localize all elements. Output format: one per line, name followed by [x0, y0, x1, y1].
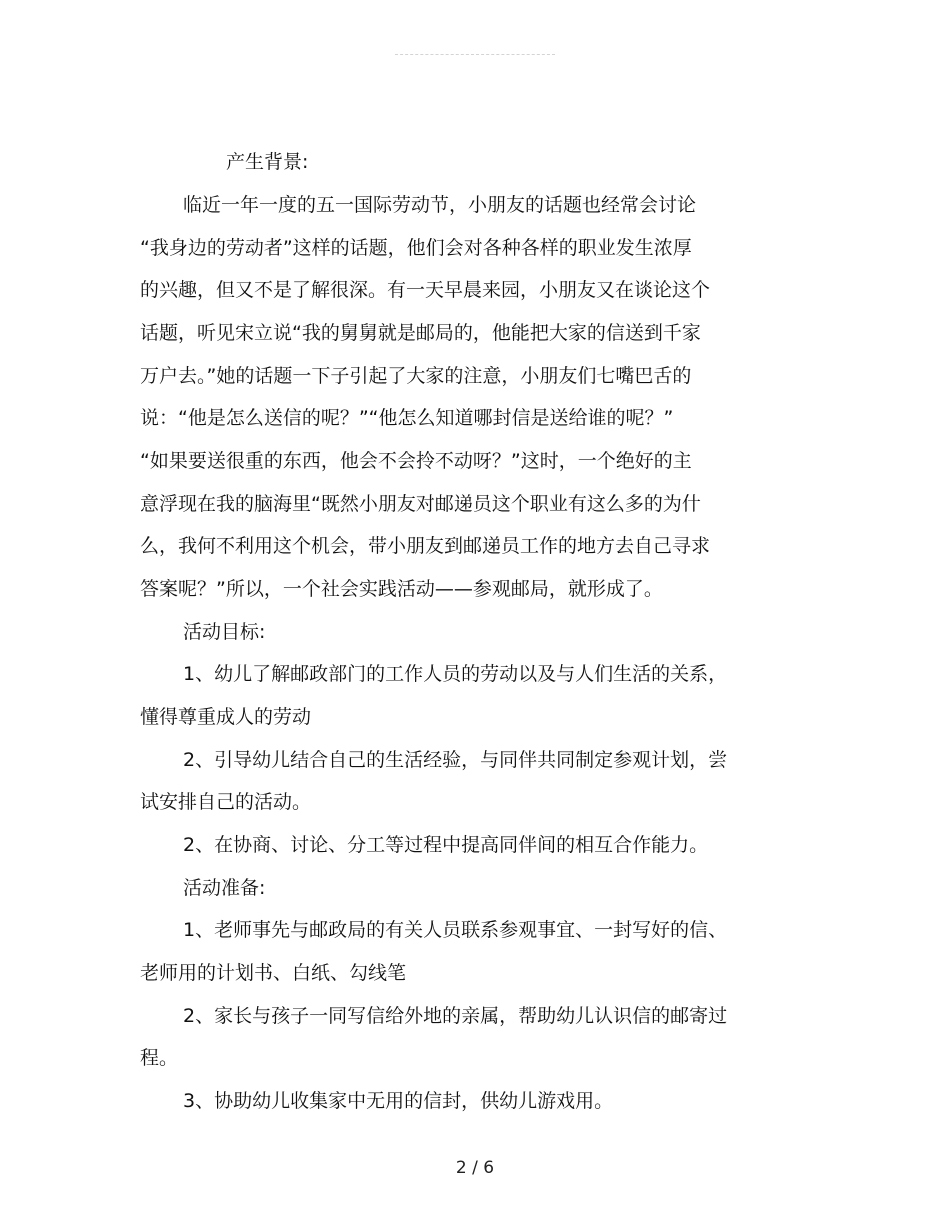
prep-item-1: 1、老师事先与邮政局的有关人员联系参观事宜、一封写好的信、 [183, 919, 728, 941]
paragraph-line: 说：“他是怎么送信的呢？”“他怎么知道哪封信是送给谁的呢？” [140, 407, 674, 429]
paragraph-line: 的兴趣，但又不是了解很深。有一天早晨来园，小朋友又在谈论这个 [140, 279, 711, 301]
prep-item-3: 3、协助幼儿收集家中无用的信封，供幼儿游戏用。 [183, 1090, 614, 1112]
goal-item-2-cont: 试安排自己的活动。 [140, 791, 312, 813]
goal-item-2: 2、引导幼儿结合自己的生活经验，与同伴共同制定参观计划，尝 [183, 749, 728, 771]
paragraph-line: 意浮现在我的脑海里“既然小朋友对邮递员这个职业有这么多的为什 [140, 493, 701, 515]
prep-item-1-cont: 老师用的计划书、白纸、勾线笔 [140, 962, 407, 984]
goal-item-1: 1、幼儿了解邮政部门的工作人员的劳动以及与人们生活的关系， [183, 663, 728, 685]
background-heading: 产生背景: [226, 151, 309, 173]
goals-heading: 活动目标: [183, 621, 266, 643]
paragraph-line: 么，我何不利用这个机会，带小朋友到邮递员工作的地方去自己寻求 [140, 535, 711, 557]
paragraph-line: 临近一年一度的五一国际劳动节，小朋友的话题也经常会讨论 [183, 194, 697, 216]
page-number: 2 / 6 [455, 1158, 495, 1178]
goal-item-1-cont: 懂得尊重成人的劳动 [140, 706, 312, 728]
paragraph-line: “如果要送很重的东西，他会不会拎不动呀？”这时，一个绝好的主 [140, 450, 692, 472]
prep-item-2-cont: 程。 [140, 1047, 179, 1069]
prep-item-2: 2、家长与孩子一同写信给外地的亲属，帮助幼儿认识信的邮寄过 [183, 1005, 728, 1027]
paragraph-line: 答案呢？”所以，一个社会实践活动——参观邮局，就形成了。 [140, 578, 663, 600]
paragraph-line: 万户去。”她的话题一下子引起了大家的注意，小朋友们七嘴巴舌的 [140, 365, 692, 387]
paragraph-line: “我身边的劳动者”这样的话题，他们会对各种各样的职业发生浓厚 [140, 237, 692, 259]
goal-item-3: 2、在协商、讨论、分工等过程中提高同伴间的相互合作能力。 [183, 834, 709, 856]
paragraph-line: 话题，听见宋立说“我的舅舅就是邮局的，他能把大家的信送到千家 [140, 322, 701, 344]
prep-heading: 活动准备: [183, 877, 266, 899]
header-divider [395, 54, 555, 55]
